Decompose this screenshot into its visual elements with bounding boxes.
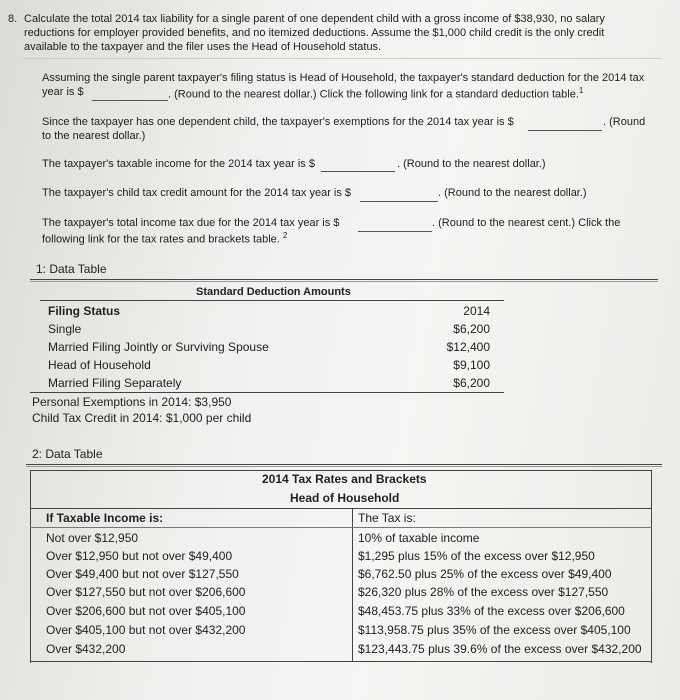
table-2-row-income: Over $49,400 but not over $127,550	[46, 567, 239, 581]
prompt-5-line-2: following link for the tax rates and brackets table. $^2$	[42, 231, 288, 246]
footnote-2-link[interactable]: 2	[282, 231, 288, 240]
table-2-label: 2: Data Table	[32, 447, 103, 461]
taxable-income-input[interactable]	[321, 171, 395, 172]
table-1-row-status: Married Filing Separately	[48, 376, 182, 390]
table-1-row-amount: $9,100	[453, 358, 490, 372]
table-1-note-exemptions: Personal Exemptions in 2014: $3,950	[32, 395, 232, 409]
prompt-4-prefix: The taxpayer's child tax credit amount for the 2014 tax year is $	[42, 187, 352, 199]
table-2-row-income: Over $12,950 but not over $49,400	[46, 549, 233, 563]
prompt-3-prefix: The taxpayer's taxable income for the 2014 tax year is $	[42, 158, 315, 170]
table-1-row-status: Married Filing Jointly or Surviving Spouse	[48, 340, 269, 354]
table-2-row-tax: $26,320 plus 28% of the excess over $127,550	[358, 585, 609, 599]
prompt-2-suffix: . (Round	[603, 116, 646, 128]
table-2-col-income: If Taxable Income is:	[46, 511, 164, 525]
table-1-top-rule	[30, 279, 658, 280]
table-2-row-tax: $113,958.75 plus 35% of the excess over $405,100	[358, 623, 631, 637]
table-2-subtitle: Head of Household	[290, 491, 400, 505]
table-2-row-income: Over $206,600 but not over $405,100	[46, 604, 246, 618]
table-2-row-tax: $48,453.75 plus 33% of the excess over $206,600	[358, 604, 625, 618]
prompt-5-suffix: . (Round to the nearest cent.) Click the	[432, 217, 621, 229]
table-2-row-income: Over $127,550 but not over $206,600	[46, 585, 246, 599]
prompt-4-suffix: . (Round to the nearest dollar.)	[438, 187, 587, 199]
child-credit-input[interactable]	[360, 201, 438, 202]
table-1-label: 1: Data Table	[36, 262, 107, 276]
question-line-1: Calculate the total 2014 tax liability for a single parent of one dependent child with a gross income of $38,930, no salary	[24, 13, 605, 25]
table-2-row-tax: $6,762.50 plus 25% of the excess over $49,400	[358, 567, 612, 581]
table-2-col-rule	[30, 527, 652, 528]
question-line-2: reductions for employer provided benefits, and no itemized deductions. Assume the $1,000 child credit is the only credit	[24, 27, 605, 39]
prompt-2-line-2: to the nearest dollar.)	[42, 130, 146, 142]
table-2-bottom-rule	[30, 661, 652, 662]
table-2-row-tax: $123,443.75 plus 39.6% of the excess over $432,200	[358, 642, 642, 656]
prompt-1-line-1: Assuming the single parent taxpayer's filing status is Head of Household, the taxpayer's standard deduction for the 2014 tax	[42, 72, 645, 84]
prompt-1-suffix: . (Round to the nearest dollar.) Click the following link for a standard deduction table.$^1$	[168, 86, 584, 101]
table-1-col-year: 2014	[463, 304, 490, 318]
table-1-note-child-credit: Child Tax Credit in 2014: $1,000 per child	[32, 411, 252, 425]
prompt-2-line-1: Since the taxpayer has one dependent child, the taxpayer's exemptions for the 2014 tax year is $	[42, 116, 514, 128]
table-1-row-status: Head of Household	[48, 358, 151, 372]
table-2-title: 2014 Tax Rates and Brackets	[262, 472, 427, 486]
question-number: 8.	[8, 13, 18, 25]
table-2-row-income: Over $432,200	[46, 642, 126, 656]
table-1-bottom-rule	[30, 392, 504, 393]
table-1-row-amount: $6,200	[453, 322, 490, 336]
prompt-5-prefix: The taxpayer's total income tax due for the 2014 tax year is $	[42, 217, 340, 229]
table-1-row-amount: $6,200	[453, 376, 490, 390]
table-1-top-rule-2	[30, 281, 658, 282]
table-2-row-tax: $1,295 plus 15% of the excess over $12,950	[358, 549, 595, 563]
total-tax-input[interactable]	[358, 231, 432, 232]
table-2-row-income: Not over $12,950	[46, 531, 139, 545]
table-2-top-rule-2	[26, 466, 662, 467]
table-2-header-rule	[30, 508, 652, 509]
table-1-row-amount: $12,400	[446, 340, 490, 354]
question-line-3: available to the taxpayer and the filer uses the Head of Household status.	[24, 41, 382, 53]
table-2-row-income: Over $405,100 but not over $432,200	[46, 623, 246, 637]
table-1-header-rule	[40, 300, 504, 301]
table-2-top-rule	[26, 464, 662, 465]
table-2-row-tax: 10% of taxable income	[358, 531, 480, 545]
question-divider	[22, 58, 662, 59]
prompt-3-suffix: . (Round to the nearest dollar.)	[397, 158, 546, 170]
table-2-column-divider	[352, 508, 353, 662]
footnote-1-link[interactable]: 1	[578, 86, 584, 95]
table-2-col-tax: The Tax is:	[358, 511, 416, 525]
standard-deduction-input[interactable]	[92, 100, 168, 101]
exemptions-input[interactable]	[528, 130, 602, 131]
table-1-col-status: Filing Status	[48, 304, 120, 318]
table-1-title: Standard Deduction Amounts	[196, 286, 351, 298]
table-1-row-status: Single	[48, 322, 82, 336]
prompt-1-prefix: year is $	[42, 86, 84, 98]
